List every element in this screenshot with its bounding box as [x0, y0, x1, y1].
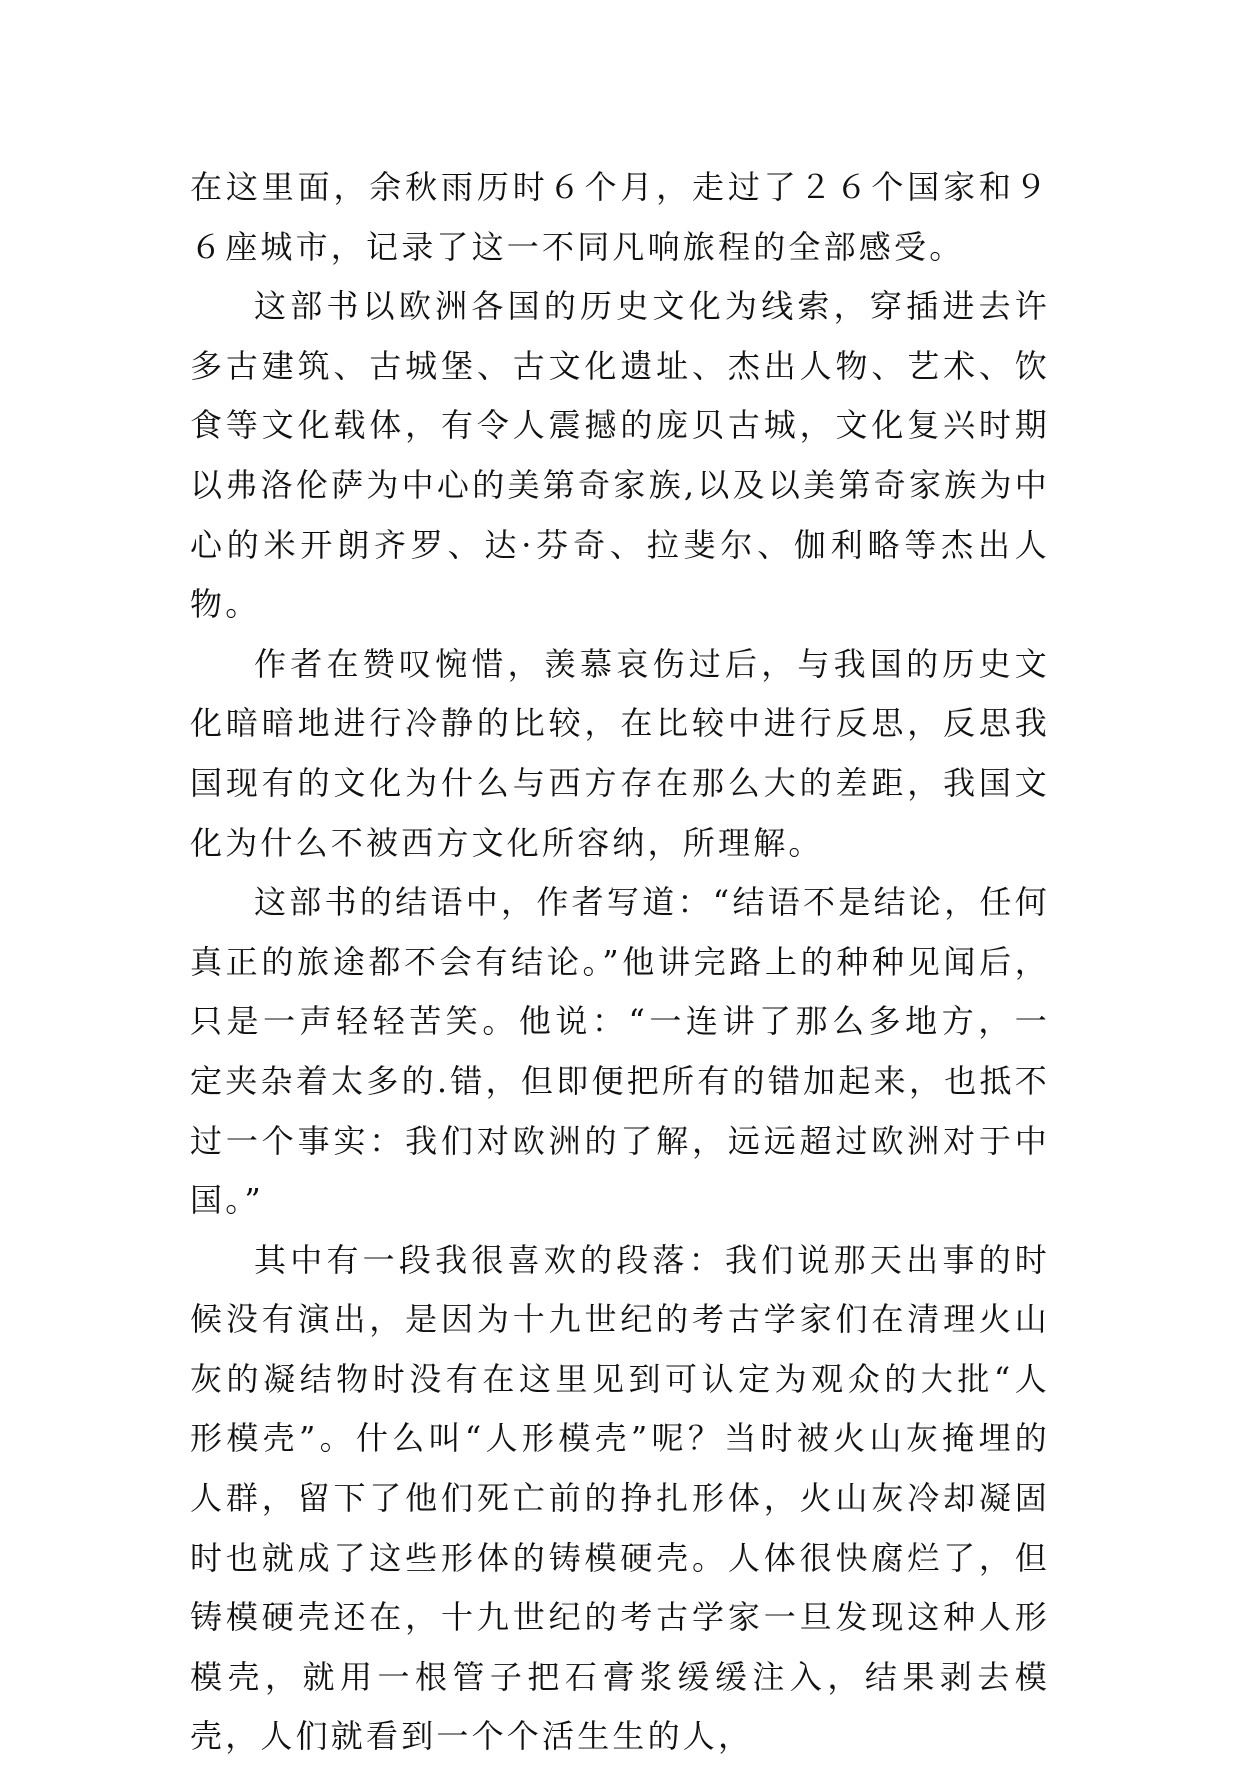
paragraph-5: 其中有一段我很喜欢的段落：我们说那天出事的时候没有演出，是因为十九世纪的考古学家们在清理火山灰的凝结物时没有在这里见到可认定为观众的大批“人形模壳”。什么叫“人形模壳”呢？当时被火山灰掩埋的人群，留下了他们死亡前的挣扎形体，火山灰冷却凝固时也就成了这些形体的铸模硬壳。人体很快腐烂了，但铸模硬壳还在，十九世纪的考古学家一旦发现这种人形模壳，就用一根管子把石膏浆缓缓注入，结果剥去模壳，人们就看到一个个活生生的人， — [190, 1240, 1050, 1756]
paragraph-4: 这部书的结语中，作者写道：“结语不是结论，任何真正的旅途都不会有结论。”他讲完路上的种种见闻后，只是一声轻轻苦笑。他说：“一连讲了那么多地方，一定夹杂着太多的.错，但即便把所有的错加起来，也抵不过一个事实：我们对欧洲的了解，远远超过欧洲对于中国。” — [190, 883, 1050, 1220]
paragraph-2: 这部书以欧洲各国的历史文化为线索，穿插进去许多古建筑、古城堡、古文化遗址、杰出人物、艺术、饮食等文化载体，有令人震撼的庞贝古城，文化复兴时期以弗洛伦萨为中心的美第奇家族,以及以美第奇家族为中心的米开朗齐罗、达·芬奇、拉斐尔、伽利略等杰出人物。 — [190, 287, 1050, 624]
paragraph-1: 在这里面，余秋雨历时６个月，走过了２６个国家和９６座城市，记录了这一不同凡响旅程的全部感受。 — [190, 168, 1050, 266]
article-body — [190, 158, 1050, 1767]
paragraph-3: 作者在赞叹惋惜，羡慕哀伤过后，与我国的历史文化暗暗地进行冷静的比较，在比较中进行反思，反思我国现有的文化为什么与西方存在那么大的差距，我国文化为什么不被西方文化所容纳，所理解。 — [190, 644, 1050, 862]
